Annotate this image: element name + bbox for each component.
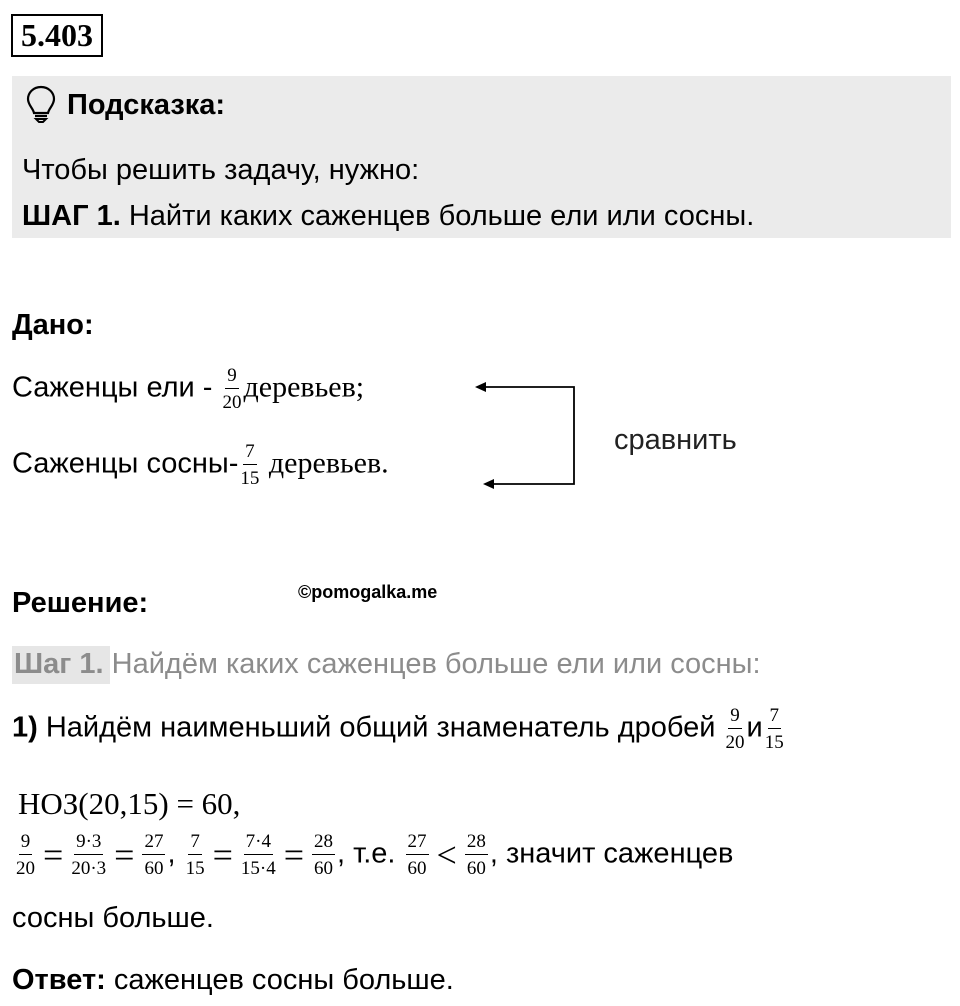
fraction-c [142, 832, 165, 878]
conclusion-line: сосны больше. [12, 902, 214, 934]
equals-sign: = [43, 835, 64, 875]
pine-fraction [240, 442, 259, 488]
comma: , [337, 837, 346, 870]
fraction-numerator: 7 [243, 442, 257, 465]
comma: , [167, 837, 176, 870]
hint-step [22, 202, 754, 231]
fraction-denominator: 60 [466, 858, 486, 879]
hint-line: Чтобы решить задачу, нужно: [22, 154, 420, 186]
fraction-f [312, 832, 335, 878]
fraction-9-20 [726, 706, 745, 752]
fraction-numerator: 9 [19, 832, 33, 855]
solution-title: Решение: [12, 587, 149, 619]
item-number: 1) [12, 711, 38, 744]
given-row1-prefix: Саженцы ели - [12, 371, 221, 404]
fraction-denominator: 60 [144, 858, 164, 879]
fraction-e [241, 832, 276, 878]
compare-bracket-arrow [470, 378, 582, 493]
fraction-denominator: 15 [185, 858, 205, 879]
that-is-text: т.е. [345, 837, 404, 870]
given-row1-suffix: деревьев; [243, 370, 365, 404]
answer-line [12, 966, 454, 995]
fraction-numerator: 9 [225, 366, 239, 389]
compare-label: сравнить [614, 424, 737, 456]
fraction-denominator: 60 [407, 858, 427, 879]
fraction-numerator: 27 [142, 832, 165, 855]
answer-label: Ответ: [12, 964, 106, 996]
fraction-numerator: 9 [728, 706, 742, 729]
fraction-numerator: 7·4 [244, 832, 273, 855]
given-row2-suffix: деревьев. [261, 446, 389, 480]
fraction-a [16, 832, 35, 878]
fraction-numerator: 9·3 [74, 832, 103, 855]
answer-text: саженцев сосны больше. [105, 964, 454, 996]
fraction-7-15 [765, 706, 784, 752]
fraction-d [186, 832, 205, 878]
lightbulb-icon [24, 84, 58, 124]
solution-step-text: Найдём каких саженцев больше ели или сосны: [103, 648, 761, 680]
hint-step-label: ШАГ 1. [22, 200, 121, 232]
fraction-g [406, 832, 429, 878]
fraction-denominator: 20 [725, 732, 745, 753]
equals-sign: = [114, 835, 135, 875]
less-than-sign: < [436, 835, 457, 875]
fraction-denominator: 20·3 [71, 858, 107, 879]
fraction-numerator: 7 [188, 832, 202, 855]
equation-line [14, 832, 733, 878]
spruce-fraction [223, 366, 242, 412]
conclusion-text: , значит саженцев [489, 837, 734, 870]
fraction-denominator: 15·4 [240, 858, 276, 879]
hint-step-text: Найти каких саженцев больше ели или сосны. [120, 200, 755, 232]
fraction-numerator: 27 [406, 832, 429, 855]
lcd-line: НОЗ(20,15) = 60, [18, 786, 241, 821]
fraction-h [465, 832, 488, 878]
fraction-denominator: 60 [314, 858, 334, 879]
fraction-numerator: 7 [768, 706, 782, 729]
fraction-b [71, 832, 106, 878]
fraction-denominator: 15 [764, 732, 784, 753]
problem-number: 5.403 [11, 14, 103, 57]
fraction-numerator: 28 [465, 832, 488, 855]
solution-step [14, 650, 761, 679]
watermark: ©pomogalka.me [298, 582, 438, 602]
fraction-denominator: 15 [240, 468, 260, 489]
given-row-pine [12, 442, 389, 488]
given-title: Дано: [12, 309, 94, 341]
fraction-denominator: 20 [222, 392, 242, 413]
solution-step-label: Шаг 1. [14, 648, 104, 680]
item-text: Найдём наименьший общий знаменатель дробей [37, 711, 724, 744]
given-row-spruce [12, 366, 364, 412]
solution-item-1 [12, 706, 786, 752]
given-row2-prefix: Саженцы сосны- [12, 447, 239, 480]
item-and: и [746, 711, 763, 744]
equals-sign: = [283, 835, 305, 875]
hint-title: Подсказка: [67, 89, 226, 121]
fraction-denominator: 20 [16, 858, 35, 879]
equals-sign: = [212, 835, 233, 875]
fraction-numerator: 28 [312, 832, 335, 855]
